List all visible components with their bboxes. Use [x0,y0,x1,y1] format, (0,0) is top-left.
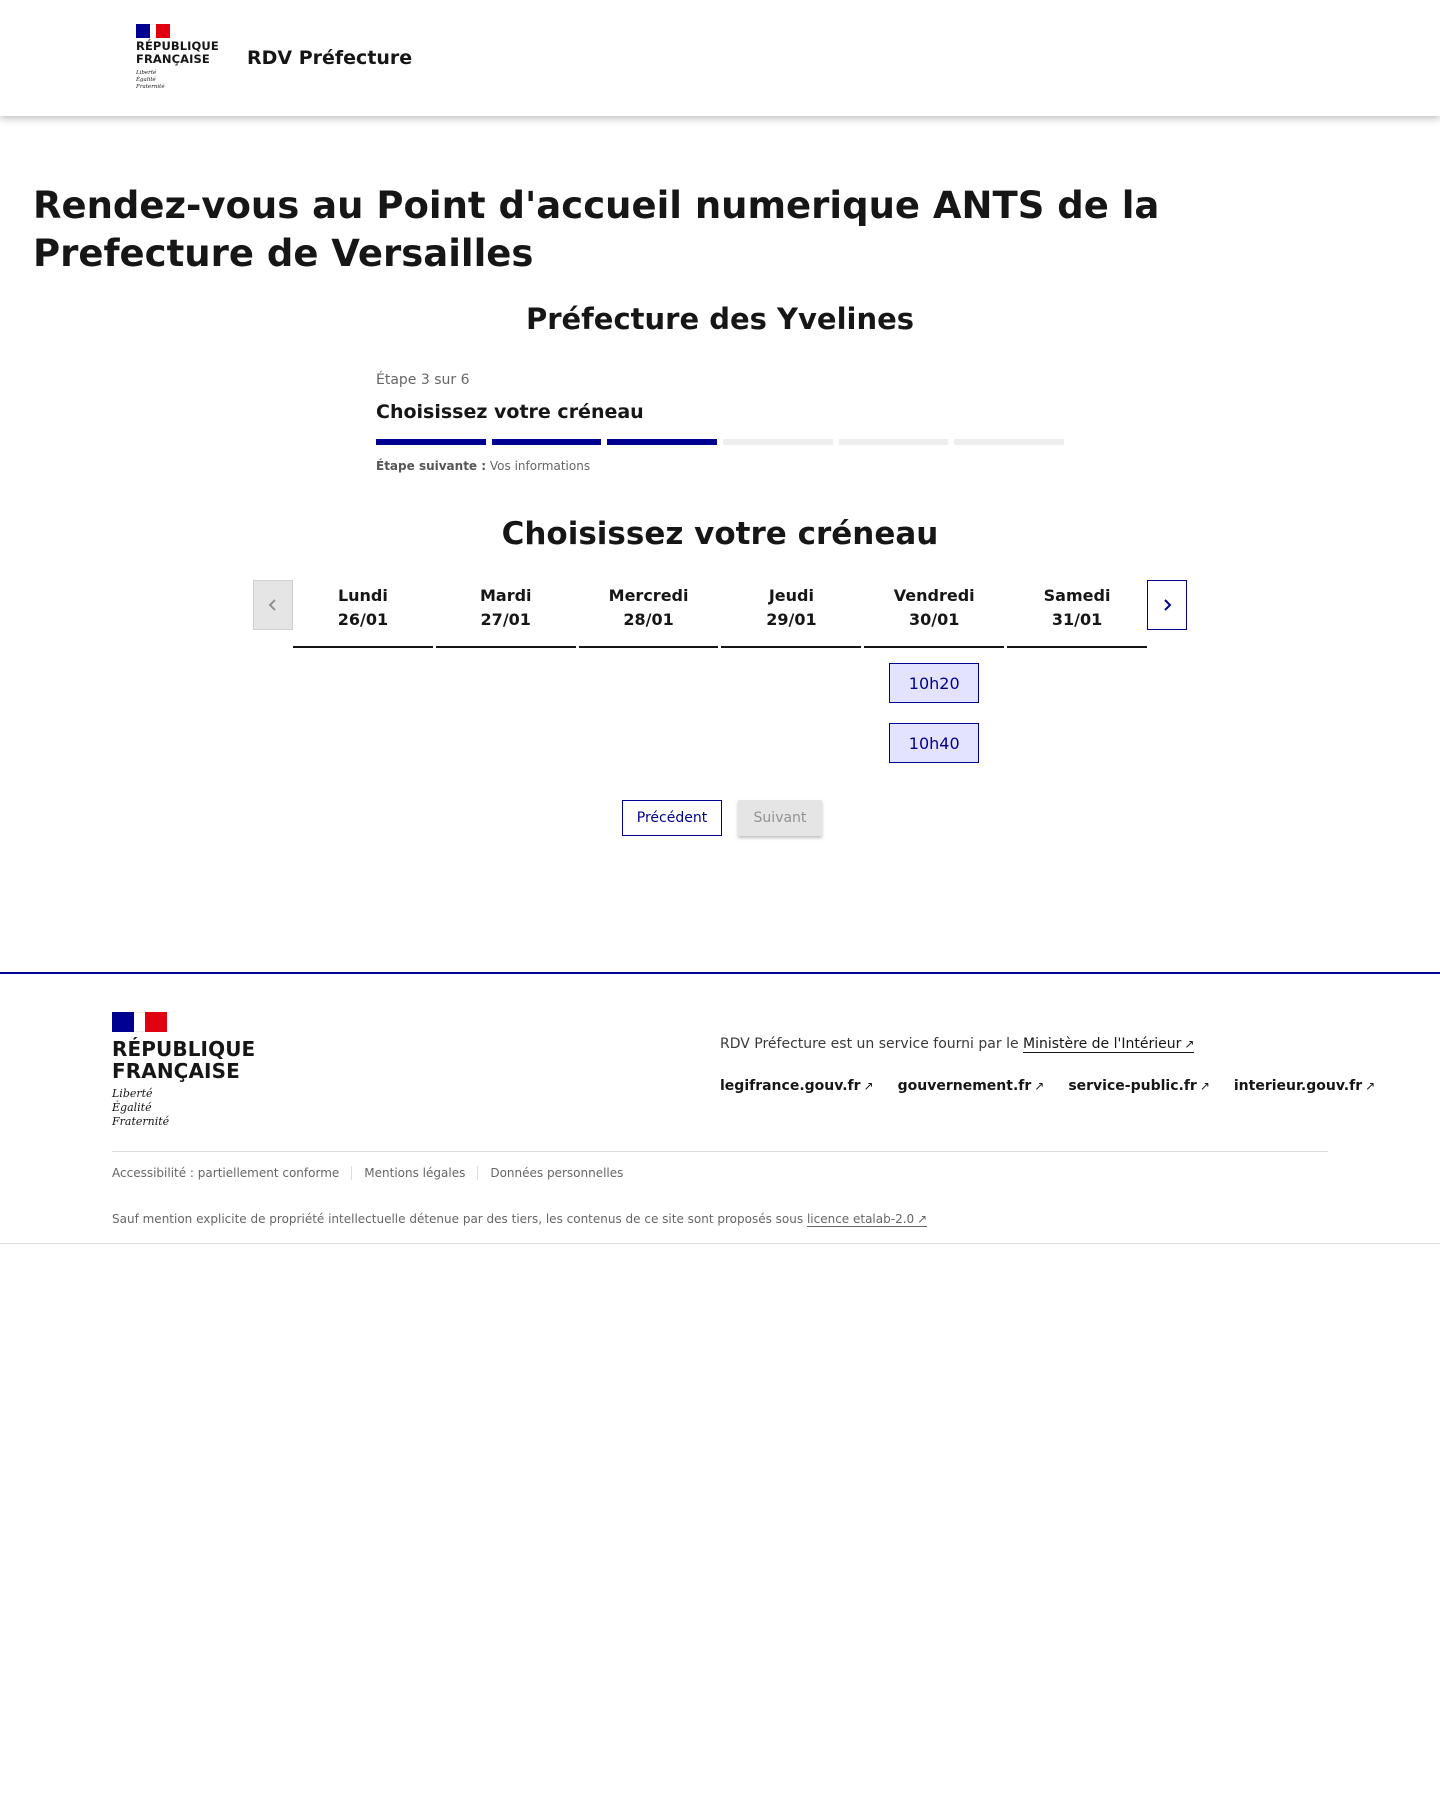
site-header [0,0,1440,116]
service-title[interactable]: RDV Préfecture [247,47,413,69]
stepper [376,372,1064,473]
step-bar-4 [723,439,833,445]
step-bar-2 [492,439,602,445]
day-header [721,580,861,648]
day-column [436,580,576,763]
marianne-flag-icon [112,1012,167,1032]
stepper-state: Étape 3 sur 6 [376,372,470,388]
page-subtitle: Préfecture des Yvelines [525,302,915,336]
external-link-icon: ↗ [1199,1079,1210,1093]
form-actions [0,800,1440,836]
external-link-icon: ↗ [1365,1079,1376,1093]
service-public-link[interactable]: service-public.fr ↗ [1068,1078,1210,1094]
day-name: Lundi [337,586,388,605]
step-bar-3 [607,439,717,445]
previous-week-button[interactable] [253,580,293,630]
day-column [864,580,1004,763]
external-link-icon: ↗ [1184,1037,1195,1051]
day-header [864,580,1004,648]
day-date: 27/01 [480,610,531,629]
day-column [721,580,861,763]
day-header [1007,580,1147,648]
logo-motto: Liberté Égalité Fraternité [136,70,165,90]
interieur-link[interactable]: interieur.gouv.fr ↗ [1233,1078,1376,1094]
step-bar-6 [954,439,1064,445]
personal-data-link[interactable]: Données personnelles [477,1166,635,1180]
step-bar-5 [839,439,949,445]
day-date: 31/01 [1051,610,1103,629]
footer-republique-logo[interactable] [112,1012,255,1129]
footer-logo-text: RÉPUBLIQUE FRANÇAISE [112,1037,256,1083]
footer-description: RDV Préfecture est un service fourni par le Ministère de l'Intérieur ↗ [720,1036,1195,1052]
day-name: Vendredi [893,586,975,605]
footer-logo-motto: Liberté Égalité Fraternité [112,1087,170,1128]
stepper-title: Choisissez votre créneau [376,401,644,423]
day-date: 28/01 [623,610,674,629]
day-date: 26/01 [337,610,389,629]
ministere-link[interactable]: Ministère de l'Intérieur ↗ [1023,1036,1195,1052]
accessibility-link[interactable]: Accessibilité : partiellement conforme [112,1166,340,1180]
next-button[interactable]: Suivant [738,800,822,836]
legal-notice-link[interactable]: Mentions légales [351,1166,477,1180]
day-column [1007,580,1147,763]
chevron-right-icon [1161,598,1173,612]
legifrance-link[interactable]: legifrance.gouv.fr ↗ [720,1078,874,1094]
stepper-progress [376,439,1064,445]
stepper-next-step: Étape suivante : Vos informations [376,459,591,473]
day-header [436,580,576,648]
logo-text: RÉPUBLIQUE FRANÇAISE [136,39,219,66]
license-link[interactable]: licence etalab-2.0 ↗ [806,1212,928,1226]
gouvernement-link[interactable]: gouvernement.fr ↗ [897,1078,1045,1094]
day-date: 30/01 [909,610,960,629]
marianne-flag-icon [136,24,170,38]
external-link-icon: ↗ [1034,1079,1045,1093]
footer-divider [112,1151,1328,1152]
day-header [293,580,433,648]
footer-license: Sauf mention explicite de propriété intellectuelle détenue par des tiers, les contenus de ce site sont proposés sous licence etalab-2.0 ↗ [112,1212,928,1226]
external-link-icon: ↗ [917,1212,928,1226]
republique-francaise-logo[interactable] [136,24,219,91]
next-week-button[interactable] [1147,580,1187,630]
day-name: Mardi [479,586,532,605]
time-slot-button[interactable]: 10h40 [889,723,979,763]
week-calendar [293,580,1147,763]
day-name: Samedi [1043,586,1111,605]
day-slots [864,648,1004,763]
day-header [579,580,719,648]
day-name: Jeudi [768,586,814,605]
time-slot-button[interactable]: 10h20 [889,663,979,703]
day-column [579,580,719,763]
page-title: Rendez-vous au Point d'accueil numerique ANTS de la Prefecture de Versailles [33,184,1160,275]
day-column [293,580,433,763]
footer-links [720,1078,1375,1094]
slots-section-title: Choisissez votre créneau [501,516,939,552]
step-bar-1 [376,439,486,445]
day-date: 29/01 [766,610,817,629]
footer-bottom-links [112,1166,635,1180]
site-footer [0,972,1440,1244]
day-name: Mercredi [608,586,689,605]
chevron-left-icon [267,598,279,612]
external-link-icon: ↗ [863,1079,874,1093]
previous-button[interactable]: Précédent [622,800,722,836]
